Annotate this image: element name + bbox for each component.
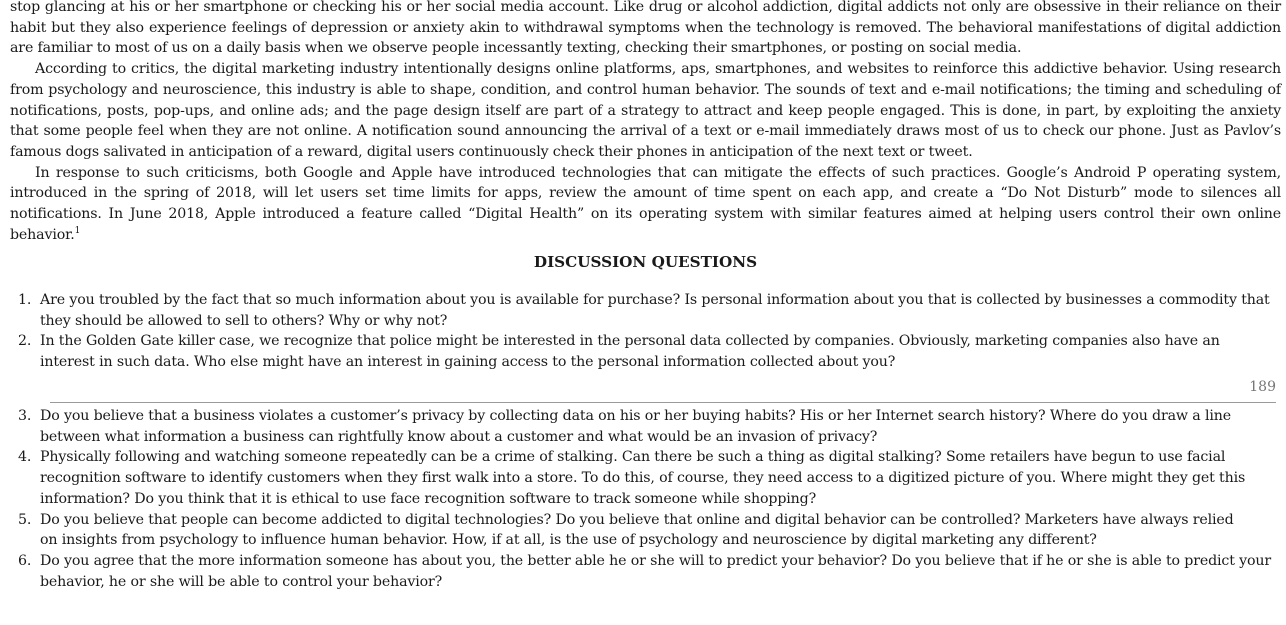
discussion-questions-list-top [10, 290, 1272, 373]
section-heading: DISCUSSION QUESTIONS [533, 253, 758, 271]
question-text: Do you believe that a business violates a customer’s privacy by collecting data on his or her buying habits? His or her Internet search history? Where do you draw a line between what information a business can rightfully know about a customer and what would be an invasion of privacy? [40, 408, 1231, 445]
question-item [10, 510, 1281, 551]
page-break-divider [50, 402, 1276, 403]
question-number: 6. [18, 552, 32, 569]
question-text: Physically following and watching someone repeatedly can be a crime of stalking. Can there be such a thing as digital stalking? Some retailers have begun to use facial recognition software to identify customers when they first walk into a store. To do this, of course, they need access to a digitized picture of you. Where might they get this information? Do you think that it is ethical to use face recognition software to track someone while shopping? [40, 449, 1246, 507]
question-number: 5. [18, 511, 32, 528]
paragraph-google-apple-text: In response to such criticisms, both Google and Apple have introduced technologies that can mitigate the effects of such practices. Google’s Android P operating system, introduced in the spring of 2018, will let users set time limits for apps, review the amount of time spent on each app, and create a “Do Not Disturb” mode to silences all notifications. In June 2018, Apple introduced a feature called “Digital Health” on its operating system with similar features aimed at helping users control their own online behavior. [10, 164, 1281, 243]
question-item [10, 551, 1281, 592]
question-item [10, 447, 1281, 509]
paragraph-digital-addiction: stop glancing at his or her smartphone or checking his or her social media account. Like drug or alcohol addiction, digital addicts not only are obsessive in their reliance on their habit but they also experience feelings of depression or anxiety akin to withdrawal symptoms when the technology is removed. The behavioral manifestations of digital addiction are familiar to most of us on a daily basis when we observe people incessantly texting, checking their smartphones, or posting on social media. [10, 0, 1281, 57]
question-text: Are you troubled by the fact that so much information about you is available for purchase? Is personal information about you that is collected by businesses a commodity that they should be allowed to sell to others? Why or why not? [40, 292, 1270, 329]
question-text: Do you agree that the more information someone has about you, the better able he or she will to predict your behavior? Do you believe that if he or she is able to predict your behavior, he or she will be able to control your behavior? [40, 552, 1272, 590]
body-text [10, 0, 1281, 245]
question-number: 4. [18, 449, 32, 466]
question-item [10, 331, 1272, 372]
question-text: In the Golden Gate killer case, we recognize that police might be interested in the personal data collected by companies. Obviously, marketing companies also have an interest in such data. Who else might have an interest in gaining access to the personal information collected about you? [40, 333, 1220, 371]
paragraph-google-apple [10, 163, 1281, 246]
discussion-questions-list-bottom [10, 406, 1281, 592]
question-number: 1. [18, 292, 32, 308]
question-number: 2. [18, 333, 32, 350]
question-text: Do you believe that people can become addicted to digital technologies? Do you believe that online and digital behavior can be controlled? Marketers have always relied on insights from psychology to influence human behavior. How, if at all, is the use of psychology and neuroscience by digital marketing any different? [40, 511, 1234, 549]
question-number: 3. [18, 408, 32, 424]
footnote-marker[interactable]: 1 [74, 225, 81, 236]
question-item [10, 406, 1281, 447]
question-item [10, 290, 1272, 331]
paragraph-critics: According to critics, the digital marketing industry intentionally designs online platforms, aps, smartphones, and websites to reinforce this addictive behavior. Using research from psychology and neuroscience, this industry is able to shape, condition, and control human behavior. The sounds of text and e-mail notifications; the timing and scheduling of notifications, posts, pop-ups, and online ads; and the page design itself are part of a strategy to attract and keep people engaged. This is done, in part, by exploiting the anxiety that some people feel when they are not online. A notification sound announcing the arrival of a text or e-mail immediately draws most of us to check our phone. Just as Pavlov’s famous dogs salivated in anticipation of a reward, digital users continuously check their phones in anticipation of the next text or tweet. [10, 61, 1281, 160]
page-number: 189 [1249, 379, 1276, 395]
